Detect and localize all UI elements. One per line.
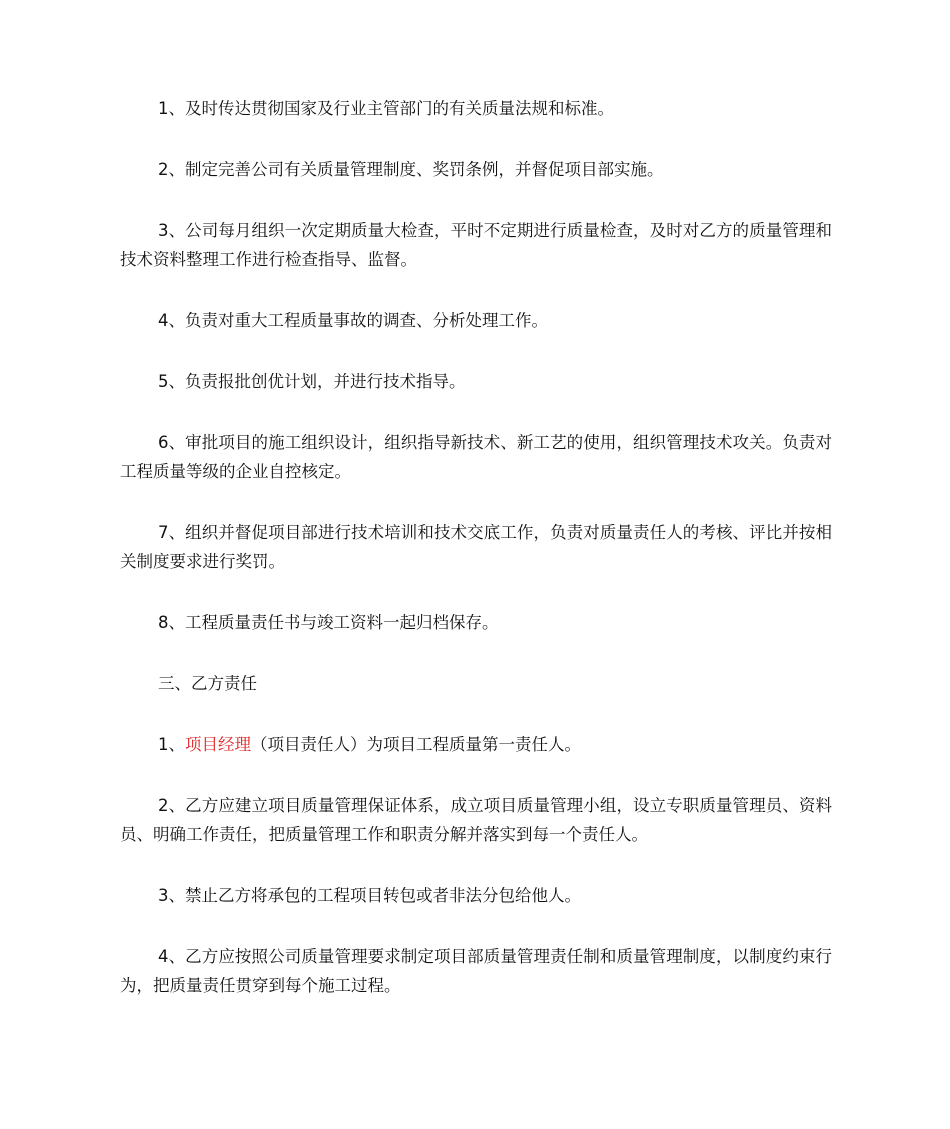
paragraph-party-b-item-3: 3、禁止乙方将承包的工程项目转包或者非法分包给他人。 xyxy=(158,886,581,905)
item-number: 1、 xyxy=(158,735,185,754)
section-heading-party-b: 三、乙方责任 xyxy=(158,674,257,693)
item-text: （项目责任人）为项目工程质量第一责任人。 xyxy=(251,735,581,754)
highlighted-term: 项目经理 xyxy=(185,735,251,754)
paragraph-party-a-item-4: 4、负责对重大工程质量事故的调查、分析处理工作。 xyxy=(158,311,548,330)
paragraph-party-b-item-2: 2、乙方应建立项目质量管理保证体系，成立项目质量管理小组，设立专职质量管理员、资料员、明确工作责任，把质量管理工作和职责分解并落实到每一个责任人。 xyxy=(120,796,832,844)
paragraph-party-a-item-1: 1、及时传达贯彻国家及行业主管部门的有关质量法规和标准。 xyxy=(158,99,614,118)
paragraph-party-a-item-7: 7、组织并督促项目部进行技术培训和技术交底工作，负责对质量责任人的考核、评比并按相关制度要求进行奖罚。 xyxy=(120,523,832,571)
paragraph-party-a-item-6: 6、审批项目的施工组织设计，组织指导新技术、新工艺的使用，组织管理技术攻关。负责对工程质量等级的企业自控核定。 xyxy=(120,433,832,481)
paragraph-party-a-item-3: 3、公司每月组织一次定期质量大检查，平时不定期进行质量检查，及时对乙方的质量管理和技术资料整理工作进行检查指导、监督。 xyxy=(120,221,832,269)
paragraph-party-a-item-8: 8、工程质量责任书与竣工资料一起归档保存。 xyxy=(158,613,499,632)
document-body xyxy=(120,94,832,1032)
paragraph-party-a-item-5: 5、负责报批创优计划，并进行技术指导。 xyxy=(158,372,466,391)
paragraph-party-b-item-1 xyxy=(120,730,832,759)
paragraph-party-b-item-4: 4、乙方应按照公司质量管理要求制定项目部质量管理责任制和质量管理制度，以制度约束行为，把质量责任贯穿到每个施工过程。 xyxy=(120,947,832,995)
paragraph-party-a-item-2: 2、制定完善公司有关质量管理制度、奖罚条例，并督促项目部实施。 xyxy=(158,160,664,179)
